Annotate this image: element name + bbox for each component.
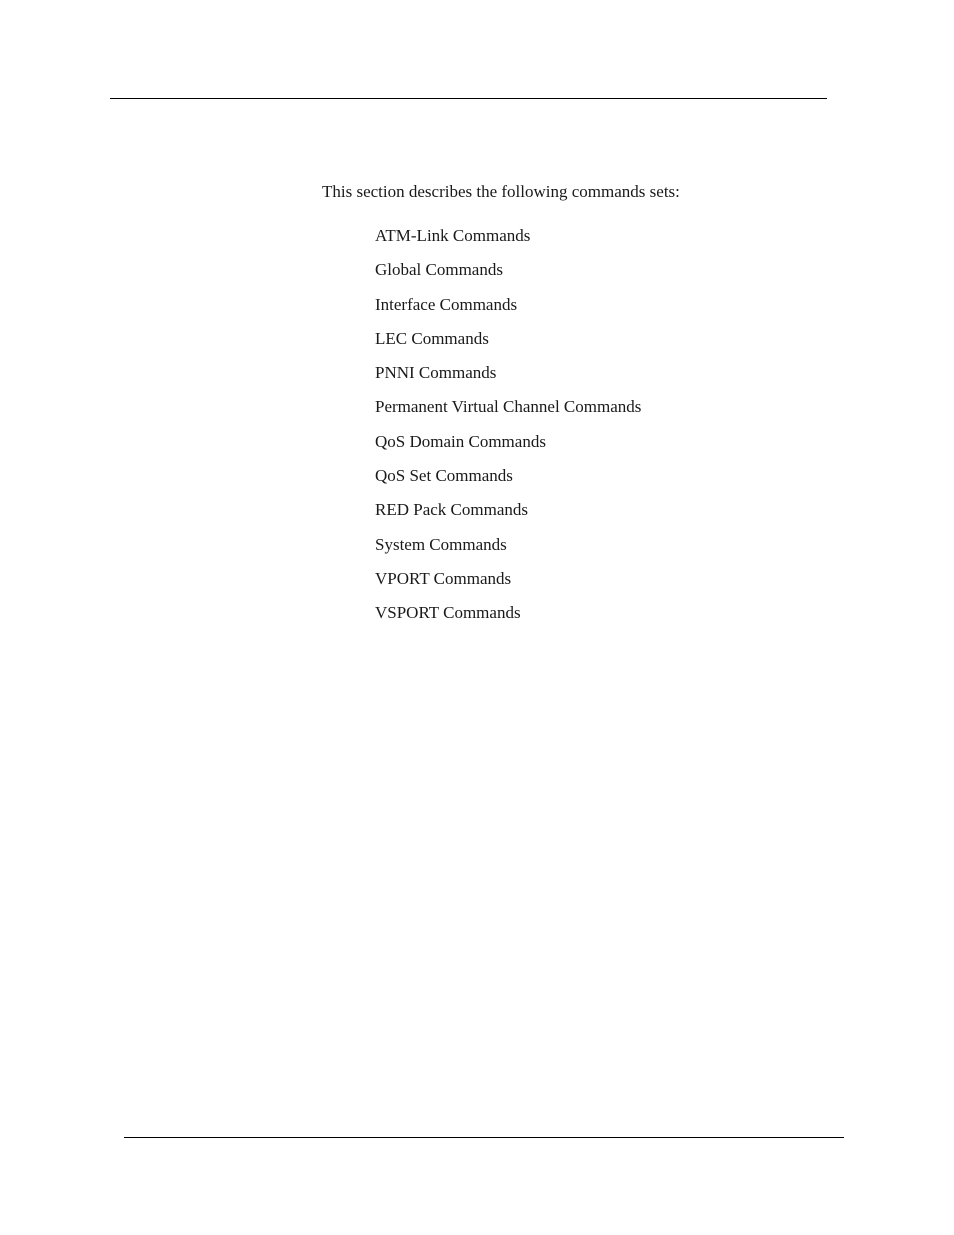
list-item: PNNI Commands: [375, 363, 497, 383]
list-item: VSPORT Commands: [375, 603, 521, 623]
list-item: LEC Commands: [375, 328, 489, 348]
list-item: System Commands: [375, 534, 507, 554]
list-item: VPORT Commands: [375, 568, 512, 588]
footer-rule: [124, 1137, 844, 1138]
list-item: Global Commands: [375, 260, 503, 280]
list-item: QoS Set Commands: [375, 466, 513, 486]
list-item: QoS Domain Commands: [375, 431, 546, 451]
list-item: ATM-Link Commands: [375, 226, 531, 245]
list-item: Interface Commands: [375, 294, 518, 314]
list-item: Permanent Virtual Channel Commands: [375, 397, 642, 417]
header-rule: [110, 98, 827, 99]
list-item: RED Pack Commands: [375, 500, 528, 520]
intro-text: This section describes the following commands sets:: [322, 182, 680, 201]
command-set-list: [375, 226, 641, 638]
